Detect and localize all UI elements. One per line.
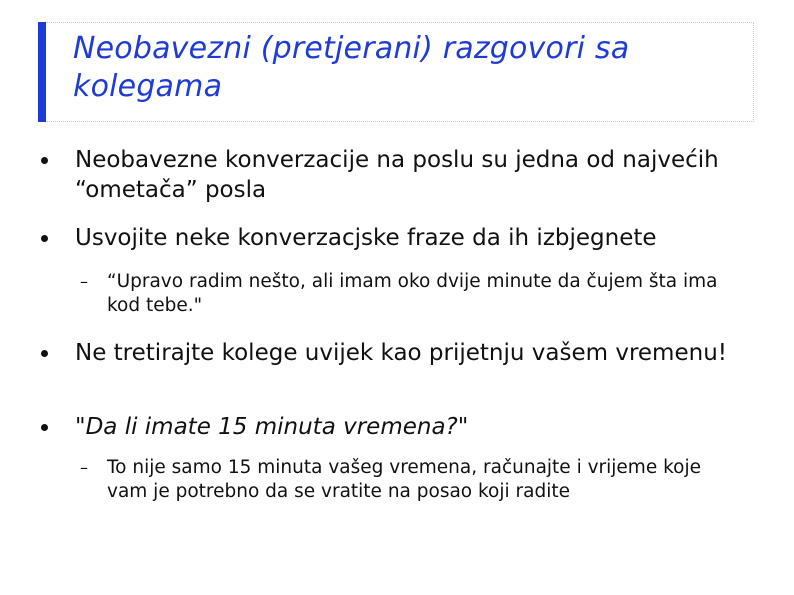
dash-bullet-icon: – — [80, 272, 88, 291]
bullet-text: Ne tretirajte kolege uvijek kao prijetnju vašem vremenu! — [75, 340, 727, 366]
dash-bullet-icon: – — [80, 458, 88, 477]
slide-title: Neobavezni (pretjerani) razgovori sa kolegama — [73, 31, 630, 104]
filled-circle-bullet-icon — [41, 157, 48, 164]
filled-circle-bullet-icon — [41, 350, 48, 357]
bullet-text: Usvojite neke konverzacjske fraze da ih izbjegnete — [75, 225, 657, 251]
sub-bullet-text: “Upravo radim nešto, ali imam oko dvije minute da čujem šta ima kod tebe." — [107, 271, 718, 316]
filled-circle-bullet-icon — [41, 424, 48, 431]
sub-bullet-text: To nije samo 15 minuta vašeg vremena, računajte i vrijeme koje vam je potrebno da se vratite na posao koji radite — [107, 457, 701, 502]
filled-circle-bullet-icon — [41, 235, 48, 242]
bullet-text: "Da li imate 15 minuta vremena?" — [75, 414, 469, 440]
bullet-text: Neobavezne konverzacije na poslu su jedna od najvećih “ometača” posla — [75, 147, 719, 203]
title-accent-bar — [38, 22, 46, 122]
